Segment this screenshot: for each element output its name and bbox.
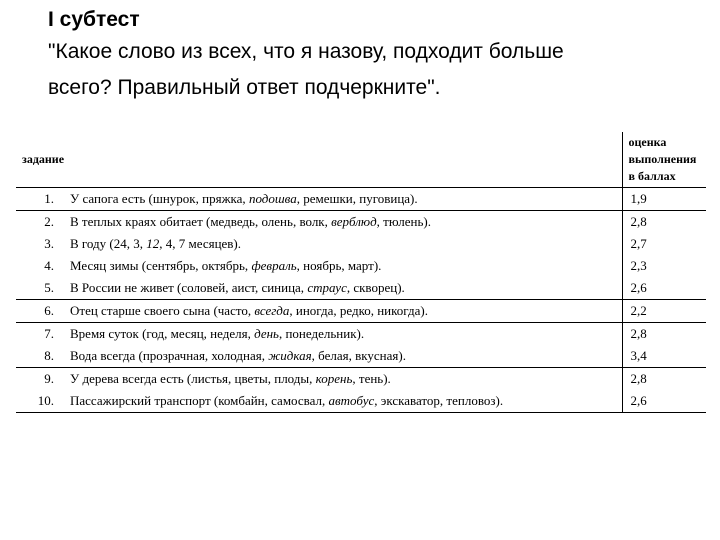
table-row: [16, 277, 706, 300]
task-correct-answer: страус: [307, 280, 347, 295]
row-number: 1.: [16, 188, 64, 211]
task-text-after: , иногда, редко, никогда).: [289, 303, 428, 318]
row-task-text: [64, 368, 622, 391]
task-correct-answer: корень: [315, 371, 353, 386]
task-correct-answer: жидкая: [268, 348, 312, 363]
table-row: [16, 300, 706, 323]
table-row: [16, 323, 706, 346]
task-correct-answer: февраль: [251, 258, 297, 273]
slide-title: I субтест: [48, 8, 140, 31]
header-score-line-1: оценка: [628, 135, 667, 149]
task-text-before: Отец старше своего сына (часто,: [70, 303, 255, 318]
slide-subtitle: [48, 34, 698, 106]
row-task-text: [64, 390, 622, 413]
task-correct-answer: подошва: [248, 191, 297, 206]
header-score: [622, 132, 706, 188]
row-number: 8.: [16, 345, 64, 368]
slide-heading: [48, 6, 698, 106]
task-text-after: , 4, 7 месяцев).: [159, 236, 242, 251]
task-table: [16, 132, 706, 413]
row-number: 7.: [44, 326, 54, 341]
subtitle-line-2: всего? Правильный ответ подчеркните".: [48, 76, 441, 99]
row-score: 2,6: [622, 390, 706, 413]
row-number: 2.: [44, 214, 54, 229]
row-score: 2,3: [622, 255, 706, 277]
row-score: 1,9: [622, 188, 706, 211]
task-text-before: Время суток (год, месяц, неделя,: [70, 326, 255, 341]
task-text-before: В году (24, 3,: [70, 236, 147, 251]
table-row: [16, 188, 706, 211]
row-number: 9.: [44, 371, 54, 386]
header-task: задание: [16, 132, 622, 188]
row-task-text: [64, 323, 622, 346]
table-row: [16, 255, 706, 277]
task-text-after: , ноябрь, март).: [296, 258, 382, 273]
task-text-before: В России не живет (соловей, аист, синица,: [70, 280, 308, 295]
task-correct-answer: день: [254, 326, 279, 341]
row-score: 2,8: [622, 368, 706, 391]
row-score: 3,4: [622, 345, 706, 368]
task-rows: [16, 188, 706, 413]
subtitle-line-1: "Какое слово из всех, что я назову, подходит больше: [48, 40, 564, 63]
row-score: 2,7: [622, 233, 706, 255]
row-score: 2,6: [622, 277, 706, 300]
task-text-before: У сапога есть (шнурок, пряжка,: [70, 191, 249, 206]
task-text-before: Вода всегда (прозрачная, холодная,: [70, 348, 269, 363]
task-text-before: В теплых краях обитает (медведь, олень, волк,: [70, 214, 332, 229]
task-correct-answer: всегда: [254, 303, 290, 318]
row-task-text: [64, 255, 622, 277]
task-correct-answer: 12: [146, 236, 160, 251]
task-text-after: , тюлень).: [376, 214, 431, 229]
task-correct-answer: верблюд: [331, 214, 377, 229]
row-number: 6.: [16, 300, 64, 323]
row-task-text: [64, 277, 622, 300]
task-correct-answer: автобус: [328, 393, 375, 408]
task-text-after: , ремешки, пуговица).: [296, 191, 418, 206]
task-text-before: У дерева всегда есть (листья, цветы, плоды,: [70, 371, 316, 386]
row-number: 5.: [16, 277, 64, 300]
row-number: 10.: [16, 390, 64, 413]
row-task-text: [64, 211, 622, 234]
task-text-after: , понедельник).: [278, 326, 365, 341]
header-score-line-2: выполнения: [628, 152, 697, 166]
subtest-table: [16, 132, 706, 413]
task-text-after: , тень).: [352, 371, 391, 386]
row-score: 2,8: [622, 211, 706, 234]
row-number: 3.: [44, 236, 54, 251]
task-text-before: Месяц зимы (сентябрь, октябрь,: [70, 258, 252, 273]
row-task-text: [64, 345, 622, 368]
task-text-after: , экскаватор, тепловоз).: [374, 393, 504, 408]
table-row: [16, 233, 706, 255]
table-header-row: [16, 132, 706, 188]
row-task-text: [64, 188, 622, 211]
task-text-after: , белая, вкусная).: [311, 348, 406, 363]
task-text-before: Пассажирский транспорт (комбайн, самосвал,: [70, 393, 329, 408]
task-text-after: , скворец).: [346, 280, 405, 295]
row-task-text: [64, 233, 622, 255]
row-number: 4.: [44, 258, 54, 273]
row-task-text: [64, 300, 622, 323]
header-score-line-3: в баллах: [628, 169, 676, 183]
table-row: [16, 345, 706, 368]
row-score: 2,2: [622, 300, 706, 323]
row-score: 2,8: [622, 323, 706, 346]
table-row: [16, 211, 706, 234]
table-row: [16, 390, 706, 413]
table-row: [16, 368, 706, 391]
